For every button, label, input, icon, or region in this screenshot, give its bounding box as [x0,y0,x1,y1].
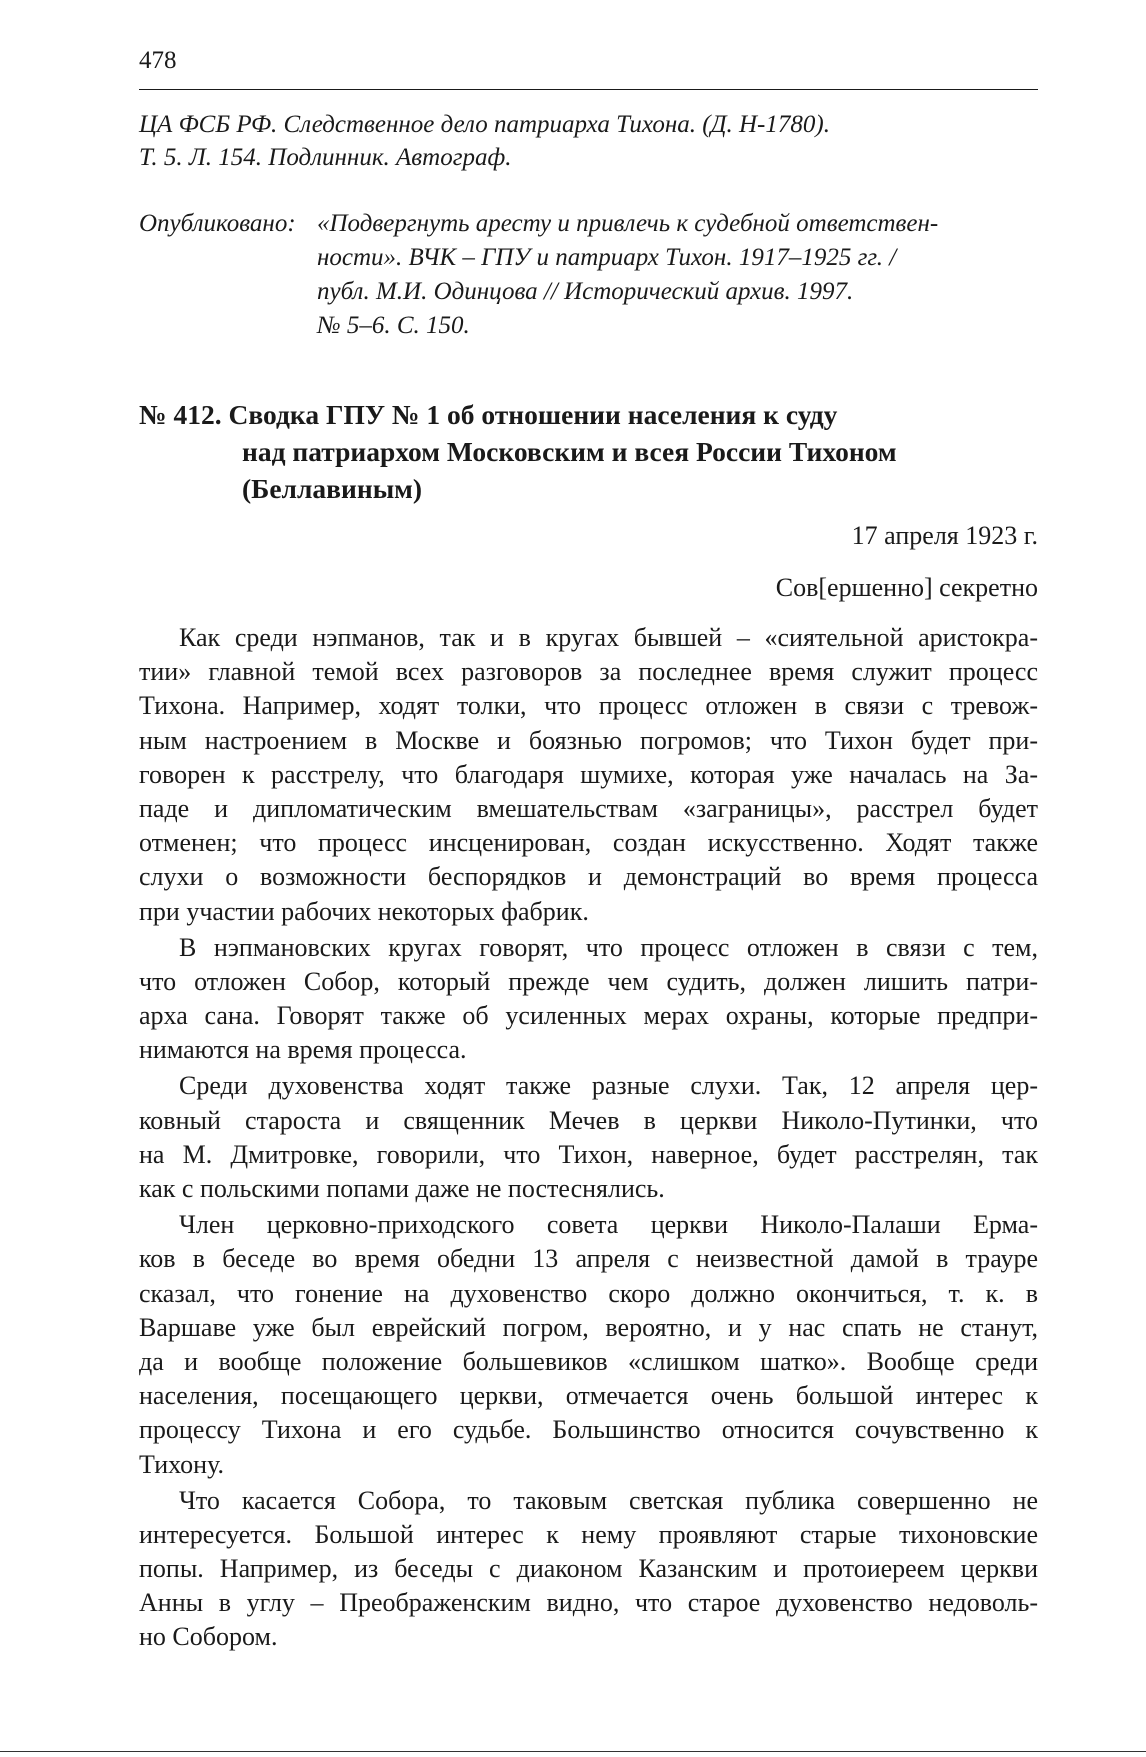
publication-label: Опубликовано: [139,210,296,237]
title-line: (Беллавиным) [242,473,423,504]
paragraph [139,1208,1038,1482]
title-line: № 412. Сводка ГПУ № 1 об отношении населения к суду [139,399,838,430]
paragraph-line: Среди духовенства ходят также разные слухи. Так, 12 апреля цер- [179,1071,1038,1101]
title-line: над патриархом Московским и всея России Тихоном [242,436,897,467]
paragraph-line: попы. Например, из беседы с диаконом Казанским и протоиереем церкви [139,1554,1038,1584]
paragraph-line: Что касается Собора, то таковым светская публика совершенно не [179,1485,1038,1515]
source-line: ЦА ФСБ РФ. Следственное дело патриарха Тихона. (Д. Н-1780). [139,111,830,138]
paragraph-line: да и вообще положение большевиков «слишком шатко». Вообще среди [139,1346,1038,1376]
paragraph-line: Тихону. [139,1449,224,1479]
paragraph-line: арха сана. Говорят также об усиленных мерах охраны, которые предпри- [139,1001,1038,1031]
paragraph-line: В нэпмановских кругах говорят, что процесс отложен в связи с тем, [179,932,1038,962]
paragraph-line: но Собором. [139,1622,278,1652]
paragraph-line: населения, посещающего церкви, отмечается очень большой интерес к [139,1381,1038,1411]
paragraph-line: что отложен Собор, который прежде чем судить, должен лишить патри- [139,966,1038,996]
header-rule [139,89,1038,90]
paragraph [139,1069,1038,1206]
archival-source [139,108,1039,174]
paragraph-line: слухи о возможности беспорядков и демонстраций во время процесса [139,862,1038,892]
publication-line: ности». ВЧК – ГПУ и патриарх Тихон. 1917–1925 гг. / [317,244,897,271]
paragraph-line: при участии рабочих некоторых фабрик. [139,896,589,926]
document-title [139,396,1039,507]
paragraph-line: паде и дипломатическим вмешательствам «заграницы», расстрел будет [139,793,1038,823]
paragraph [139,621,1038,929]
bottom-edge-rule [0,1751,1146,1752]
paragraph-line: Как среди нэпманов, так и в кругах бывшей – «сиятельной аристокра- [179,623,1038,652]
paragraph-line: как с польскими попами даже не постеснялись. [139,1174,665,1203]
document-body [139,621,1038,1657]
paragraph-line: говорен к расстрелу, что благодаря шумихе, которая уже началась на За- [139,759,1038,789]
paragraph-line: Варшаве уже был еврейский погром, вероятно, и у нас спать не станут, [139,1312,1038,1342]
paragraph-line: ным настроением в Москве и боязнью погромов; что Тихон будет при- [139,725,1038,755]
paragraph [139,931,1038,1068]
secrecy-mark: Сов[ершенно] секретно [775,573,1038,602]
publication-line: публ. М.И. Одинцова // Исторический архив. 1997. [317,278,854,305]
paragraph-line: тии» главной темой всех разговоров за последнее время служит процесс [139,657,1038,687]
paragraph-line: отменен; что процесс инсценирован, создан искусственно. Ходят также [139,828,1038,858]
paragraph-line: Член церковно-приходского совета церкви Николо-Палаши Ерма- [179,1210,1038,1240]
paragraph-line: ковный староста и священник Мечев в церкви Николо-Путинки, что [139,1105,1038,1135]
paragraph [139,1484,1038,1655]
paragraph-line: Тихона. Например, ходят толки, что процесс отложен в связи с тревож- [139,691,1038,721]
publication-line: № 5–6. С. 150. [317,312,470,339]
publication-note [139,207,1039,343]
paragraph-line: процессу Тихона и его судьбе. Большинство относится сочувственно к [139,1415,1038,1445]
page-number: 478 [139,47,177,74]
paragraph-line: Анны в углу – Преображенским видно, что старое духовенство недоволь- [139,1588,1038,1618]
paragraph-line: сказал, что гонение на духовенство скоро должно окончиться, т. к. в [139,1278,1038,1308]
document-date: 17 апреля 1923 г. [851,521,1038,550]
paragraph-line: интересуется. Большой интерес к нему проявляют старые тихоновские [139,1519,1038,1549]
source-line: Т. 5. Л. 154. Подлинник. Автограф. [139,144,512,171]
paragraph-line: нимаются на время процесса. [139,1035,467,1065]
paragraph-line: на М. Дмитровке, говорили, что Тихон, наверное, будет расстрелян, так [139,1139,1038,1169]
publication-line: «Подвергнуть аресту и привлечь к судебной ответствен- [317,210,939,237]
paragraph-line: ков в беседе во время обедни 13 апреля с неизвестной дамой в трауре [139,1244,1038,1274]
